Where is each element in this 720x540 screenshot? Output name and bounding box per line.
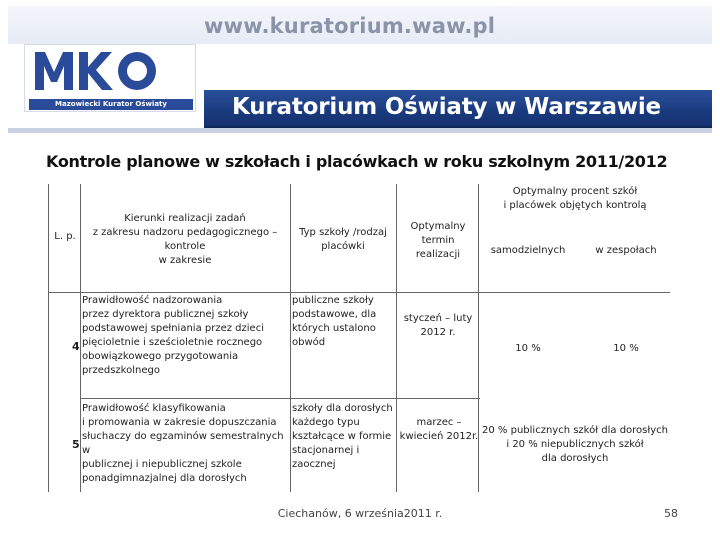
mko-logo-icon — [31, 48, 167, 92]
site-url: www.kuratorium.waw.pl — [204, 14, 496, 38]
row-4-w-zespolach: 10 % — [613, 343, 639, 354]
row-4-termin-line2: 2012 r. — [420, 327, 456, 338]
row-4-typ-line1: publiczne szkoły — [292, 295, 374, 306]
row-5-procent — [480, 424, 670, 466]
row-4-samodzielnych: 10 % — [515, 343, 541, 354]
row-4-kierunki-line1: Prawidłowość nadzorowania — [82, 295, 223, 306]
row-5-procent-line2: i 20 % niepublicznych szkół — [506, 439, 644, 450]
row-4-typ-line3: których ustalono — [292, 323, 376, 334]
header-termin-line1: Optymalny — [410, 221, 466, 232]
row-5-termin — [398, 416, 480, 444]
header-kierunki-line3: kontrole — [164, 241, 206, 252]
row-4-termin — [398, 312, 478, 340]
header-lp: L. p. — [54, 231, 76, 242]
mko-logo — [24, 44, 196, 112]
header-typ-line2: placówki — [321, 241, 365, 252]
table-rule-lp — [80, 184, 81, 492]
row-5-kierunki-line2: i promowania w zakresie dopuszczania — [82, 417, 277, 428]
row-4-kierunki-line6: przedszkolnego — [82, 365, 160, 376]
header-procent-line2: i placówek objętych kontrolą — [503, 200, 647, 211]
row-5-procent-line1: 20 % publicznych szkół dla dorosłych — [482, 425, 668, 436]
row-4-kierunki-line5: obowiązkowego przygotowania — [82, 351, 239, 362]
footer-place-date: Ciechanów, 6 września2011 r. — [277, 507, 443, 520]
header-kierunki-line4: w zakresie — [158, 255, 212, 266]
row-4-kierunki-line3: podstawowej spełniania przez dzieci — [82, 323, 264, 334]
header-w-zespolach: w zespołach — [595, 245, 657, 256]
row-4-kierunki — [82, 294, 288, 378]
page-number: 58 — [664, 507, 678, 520]
row-5-kierunki-line4: publicznej i niepublicznej szkole — [82, 459, 242, 470]
header-termin-line2: termin — [421, 235, 455, 246]
logo-caption: Mazowiecki Kurator Oświaty — [29, 99, 193, 110]
header-samodzielnych: samodzielnych — [490, 245, 566, 256]
header-kierunki-line2: z zakresu nadzoru pedagogicznego – — [92, 227, 278, 238]
table-border-left — [48, 184, 49, 492]
row-5-lp: 5 — [72, 438, 80, 451]
row-5-kierunki-line3: słuchaczy do egzaminów semestralnych w — [82, 431, 284, 456]
row-4-termin-line1: styczeń – luty — [403, 313, 473, 324]
table-row-divider — [80, 398, 480, 399]
header-termin-line3: realizacji — [415, 249, 461, 260]
row-5-typ-line4: stacjonarnej i — [292, 445, 360, 456]
header-typ-line1: Typ szkoły /rodzaj — [299, 227, 387, 238]
header-banner — [8, 6, 712, 136]
row-5-typ-line5: zaocznej — [292, 459, 336, 470]
header-termin — [398, 220, 478, 262]
row-4-lp: 4 — [72, 340, 80, 353]
header-kierunki-line1: Kierunki realizacji zadań — [124, 213, 246, 224]
header-procent — [480, 185, 670, 213]
table-rule-typ — [396, 184, 397, 492]
row-5-kierunki — [82, 402, 294, 486]
banner-stripe — [8, 128, 712, 133]
row-5-typ — [292, 402, 396, 472]
row-5-typ-line1: szkoły dla dorosłych — [292, 403, 393, 414]
header-kierunki — [82, 212, 288, 268]
banner-title: Kuratorium Oświaty w Warszawie — [232, 94, 661, 120]
row-5-procent-line3: dla dorosłych — [541, 453, 609, 464]
row-5-kierunki-line1: Prawidłowość klasyfikowania — [82, 403, 226, 414]
row-4-typ — [292, 294, 396, 350]
header-procent-line1: Optymalny procent szkół — [512, 186, 638, 197]
slide-title: Kontrole planowe w szkołach i placówkach w roku szkolnym 2011/2012 — [46, 152, 668, 171]
row-4-kierunki-line2: przez dyrektora publicznej szkoły — [82, 309, 249, 320]
inspection-table — [48, 182, 670, 492]
row-5-kierunki-line5: ponadgimnazjalnej dla dorosłych — [82, 473, 247, 484]
row-5-termin-line2: kwiecień 2012r. — [399, 431, 479, 442]
table-rule-termin — [478, 184, 479, 492]
header-typ — [292, 226, 394, 254]
row-4-typ-line4: obwód — [292, 337, 326, 348]
row-4-kierunki-line4: pięcioletnie i sześcioletnie rocznego — [82, 337, 263, 348]
row-4-typ-line2: podstawowe, dla — [292, 309, 377, 320]
table-header-bottom-rule — [48, 292, 670, 293]
row-5-typ-line3: kształcące w formie — [292, 431, 392, 442]
row-5-typ-line2: każdego typu — [292, 417, 360, 428]
row-5-termin-line1: marzec – — [416, 417, 462, 428]
